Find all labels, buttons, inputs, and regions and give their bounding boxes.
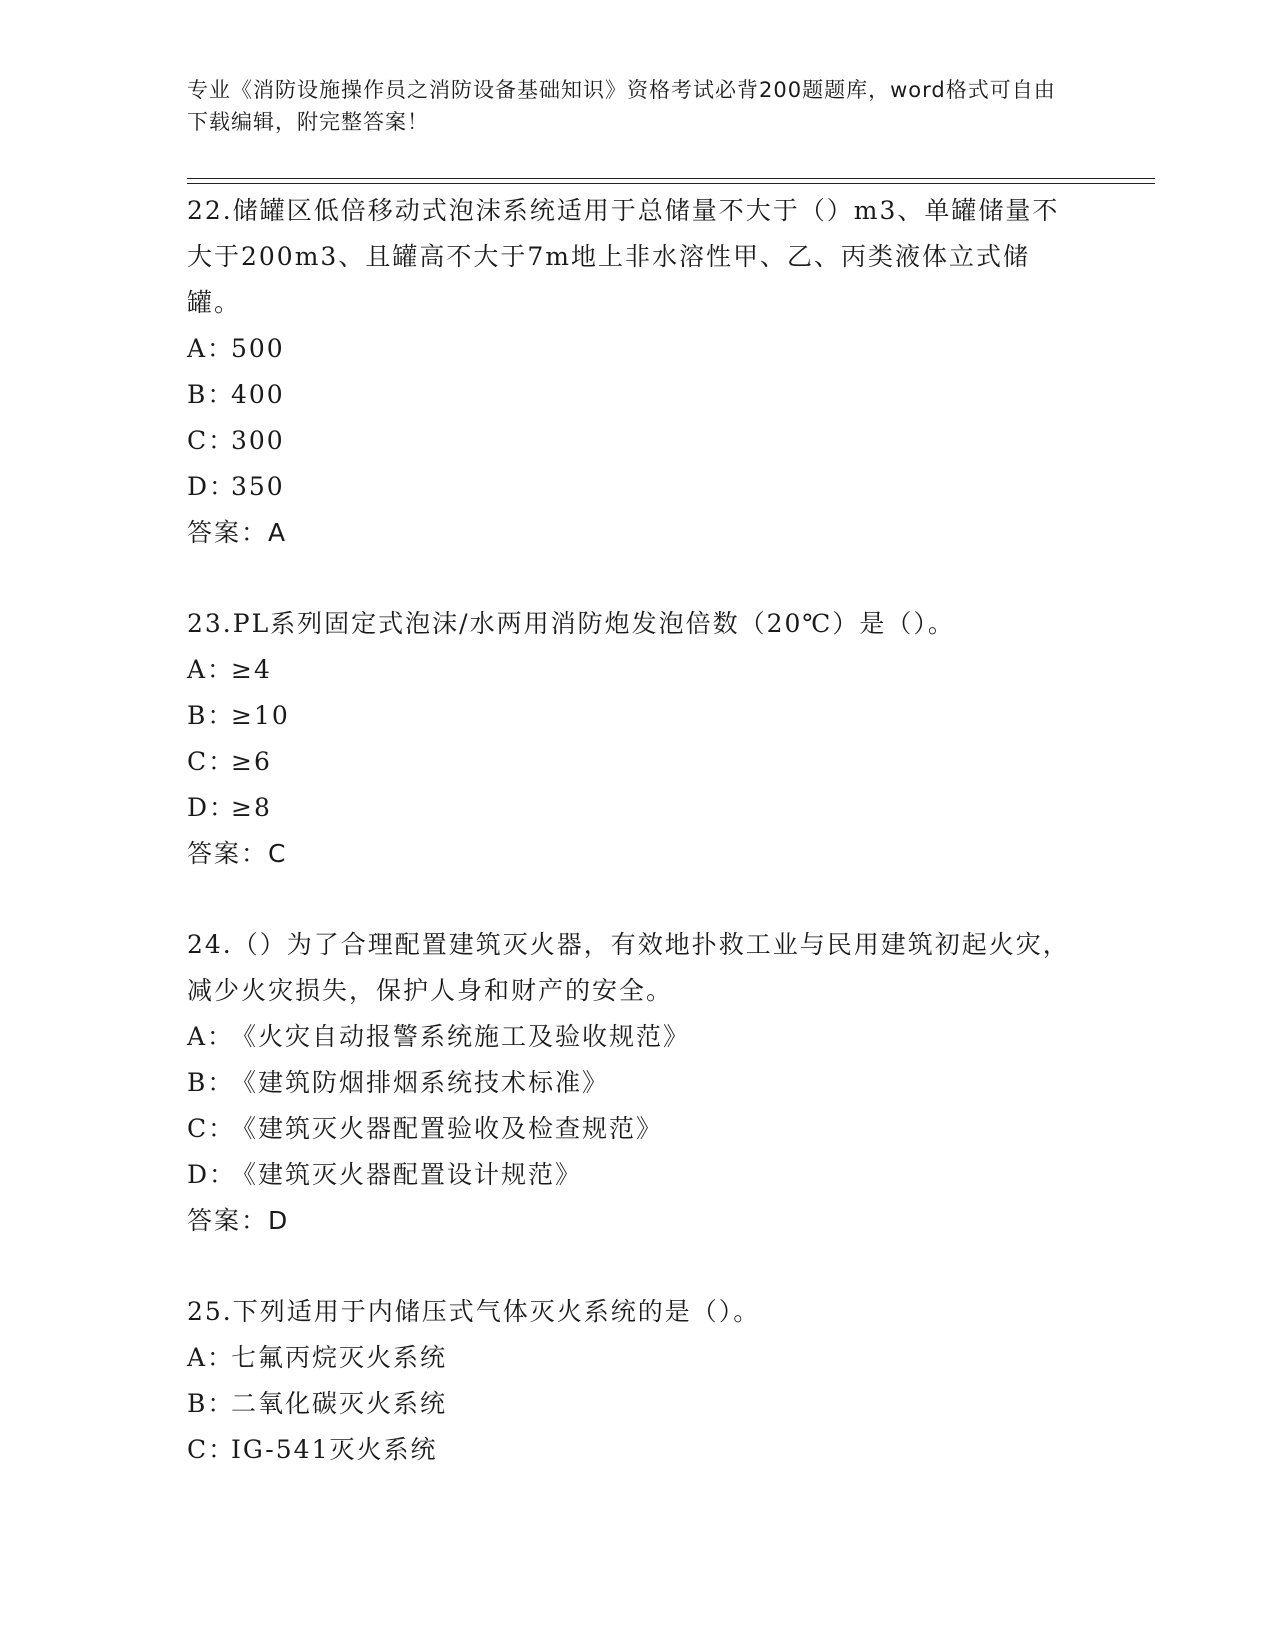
option-d <box>187 464 1077 510</box>
option-d <box>187 1152 1077 1198</box>
question-stem: 25.下列适用于内储压式气体灭火系统的是（）。 <box>187 1297 761 1326</box>
option-b <box>187 1060 1077 1106</box>
answer-line: 答案：C <box>187 839 288 868</box>
option-letter: D： <box>187 793 237 822</box>
option-letter: C： <box>187 1114 236 1143</box>
option-b <box>187 372 1077 418</box>
option-letter: C： <box>187 426 236 455</box>
option-d <box>187 785 1077 831</box>
option-letter: C： <box>187 1435 236 1464</box>
option-text: ≥4 <box>231 655 272 684</box>
question-spacer <box>187 556 1077 601</box>
question-23 <box>187 601 1077 877</box>
question-stem: 22.储罐区低倍移动式泡沫系统适用于总储量不大于（）m3、单罐储量不大于200m3、且罐高不大于7m地上非水溶性甲、乙、丙类液体立式储罐。 <box>187 196 1060 317</box>
question-24 <box>187 922 1077 1244</box>
option-text: 《建筑防烟排烟系统技术标准》 <box>231 1068 610 1097</box>
option-a <box>187 326 1077 372</box>
option-c <box>187 739 1077 785</box>
option-text: 七氟丙烷灭火系统 <box>231 1343 448 1372</box>
option-text: 300 <box>231 426 285 455</box>
question-spacer <box>187 1244 1077 1289</box>
question-spacer <box>187 877 1077 922</box>
option-a <box>187 647 1077 693</box>
option-letter: B： <box>187 1389 235 1418</box>
header-divider-bottom <box>187 183 1155 184</box>
header-divider-top <box>187 178 1155 179</box>
option-c <box>187 1427 1077 1473</box>
option-letter: C： <box>187 747 236 776</box>
option-letter: B： <box>187 380 235 409</box>
answer-line: 答案：D <box>187 1206 290 1235</box>
option-text: 《建筑灭火器配置验收及检查规范》 <box>231 1114 664 1143</box>
option-a <box>187 1335 1077 1381</box>
option-letter: A： <box>187 655 235 684</box>
option-text: 《火灾自动报警系统施工及验收规范》 <box>231 1022 691 1051</box>
option-c <box>187 418 1077 464</box>
option-b <box>187 1381 1077 1427</box>
option-letter: B： <box>187 1068 235 1097</box>
option-text: ≥8 <box>231 793 272 822</box>
option-letter: A： <box>187 1022 235 1051</box>
option-a <box>187 1014 1077 1060</box>
option-text: IG-541灭火系统 <box>231 1435 438 1464</box>
option-text: ≥6 <box>231 747 272 776</box>
option-text: 《建筑灭火器配置设计规范》 <box>231 1160 583 1189</box>
option-letter: B： <box>187 701 235 730</box>
document-header-title: 专业《消防设施操作员之消防设备基础知识》资格考试必背200题题库，word格式可自由下载编辑，附完整答案！ <box>187 78 1056 134</box>
answer-line: 答案：A <box>187 518 288 547</box>
option-text: ≥10 <box>231 701 290 730</box>
question-25 <box>187 1289 1077 1473</box>
option-text: 400 <box>231 380 285 409</box>
question-22 <box>187 188 1077 556</box>
question-list <box>187 188 1077 1473</box>
option-letter: D： <box>187 472 237 501</box>
option-text: 二氧化碳灭火系统 <box>231 1389 448 1418</box>
option-letter: D： <box>187 1160 237 1189</box>
option-b <box>187 693 1077 739</box>
option-letter: A： <box>187 334 235 363</box>
option-letter: A： <box>187 1343 235 1372</box>
question-stem: 24.（）为了合理配置建筑灭火器，有效地扑救工业与民用建筑初起火灾，减少火灾损失，保护人身和财产的安全。 <box>187 930 1070 1005</box>
option-text: 500 <box>231 334 285 363</box>
option-text: 350 <box>231 472 285 501</box>
question-stem: 23.PL系列固定式泡沫/水两用消防炮发泡倍数（20℃）是（）。 <box>187 609 955 638</box>
option-c <box>187 1106 1077 1152</box>
